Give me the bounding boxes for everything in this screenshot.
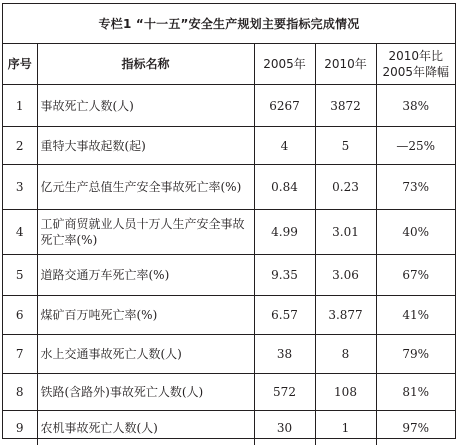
row-2010: 0.23 xyxy=(315,165,376,210)
table-title: 专栏1 “十一五”安全生产规划主要指标完成情况 xyxy=(3,4,455,44)
row-2010: 3872 xyxy=(315,85,376,127)
indicator-table-frame xyxy=(2,3,456,439)
row-name: 水上交通事故死亡人数(人) xyxy=(37,335,254,374)
row-index: 4 xyxy=(3,210,37,255)
row-2010: 3.877 xyxy=(315,296,376,335)
row-2005: 6.57 xyxy=(254,296,315,335)
row-change: 73% xyxy=(376,165,455,210)
indicator-table xyxy=(3,44,455,445)
table-row xyxy=(3,85,455,127)
table-row xyxy=(3,374,455,411)
row-name: 农机事故死亡人数(人) xyxy=(37,411,254,445)
row-name: 工矿商贸就业人员十万人生产安全事故死亡率(%) xyxy=(37,210,254,255)
row-name: 亿元生产总值生产安全事故死亡率(%) xyxy=(37,165,254,210)
header-change xyxy=(376,44,455,85)
row-index: 8 xyxy=(3,374,37,411)
table-row xyxy=(3,411,455,445)
row-2005: 30 xyxy=(254,411,315,445)
row-change: 38% xyxy=(376,85,455,127)
row-name: 事故死亡人数(人) xyxy=(37,85,254,127)
header-row xyxy=(3,44,455,85)
header-change-line1: 2010年比 xyxy=(377,48,456,64)
row-change: —25% xyxy=(376,127,455,165)
row-2005: 9.35 xyxy=(254,255,315,296)
row-2010: 108 xyxy=(315,374,376,411)
header-name: 指标名称 xyxy=(37,44,254,85)
header-change-line2: 2005年降幅 xyxy=(377,64,456,80)
row-name: 重特大事故起数(起) xyxy=(37,127,254,165)
row-change: 97% xyxy=(376,411,455,445)
table-row xyxy=(3,296,455,335)
row-index: 1 xyxy=(3,85,37,127)
row-2005: 6267 xyxy=(254,85,315,127)
row-2005: 4.99 xyxy=(254,210,315,255)
row-index: 6 xyxy=(3,296,37,335)
row-2005: 4 xyxy=(254,127,315,165)
row-change: 67% xyxy=(376,255,455,296)
row-index: 2 xyxy=(3,127,37,165)
header-2005: 2005年 xyxy=(254,44,315,85)
row-2005: 0.84 xyxy=(254,165,315,210)
table-row xyxy=(3,210,455,255)
header-index: 序号 xyxy=(3,44,37,85)
row-2010: 8 xyxy=(315,335,376,374)
row-2010: 5 xyxy=(315,127,376,165)
row-index: 3 xyxy=(3,165,37,210)
row-index: 9 xyxy=(3,411,37,445)
table-row xyxy=(3,335,455,374)
row-index: 7 xyxy=(3,335,37,374)
row-name: 铁路(含路外)事故死亡人数(人) xyxy=(37,374,254,411)
row-2005: 38 xyxy=(254,335,315,374)
table-row xyxy=(3,255,455,296)
row-2010: 3.01 xyxy=(315,210,376,255)
row-2010: 3.06 xyxy=(315,255,376,296)
row-2005: 572 xyxy=(254,374,315,411)
table-row xyxy=(3,127,455,165)
header-2010: 2010年 xyxy=(315,44,376,85)
row-2010: 1 xyxy=(315,411,376,445)
table-row xyxy=(3,165,455,210)
row-change: 81% xyxy=(376,374,455,411)
row-index: 5 xyxy=(3,255,37,296)
row-name: 道路交通万车死亡率(%) xyxy=(37,255,254,296)
row-change: 41% xyxy=(376,296,455,335)
row-change: 40% xyxy=(376,210,455,255)
row-name: 煤矿百万吨死亡率(%) xyxy=(37,296,254,335)
row-change: 79% xyxy=(376,335,455,374)
